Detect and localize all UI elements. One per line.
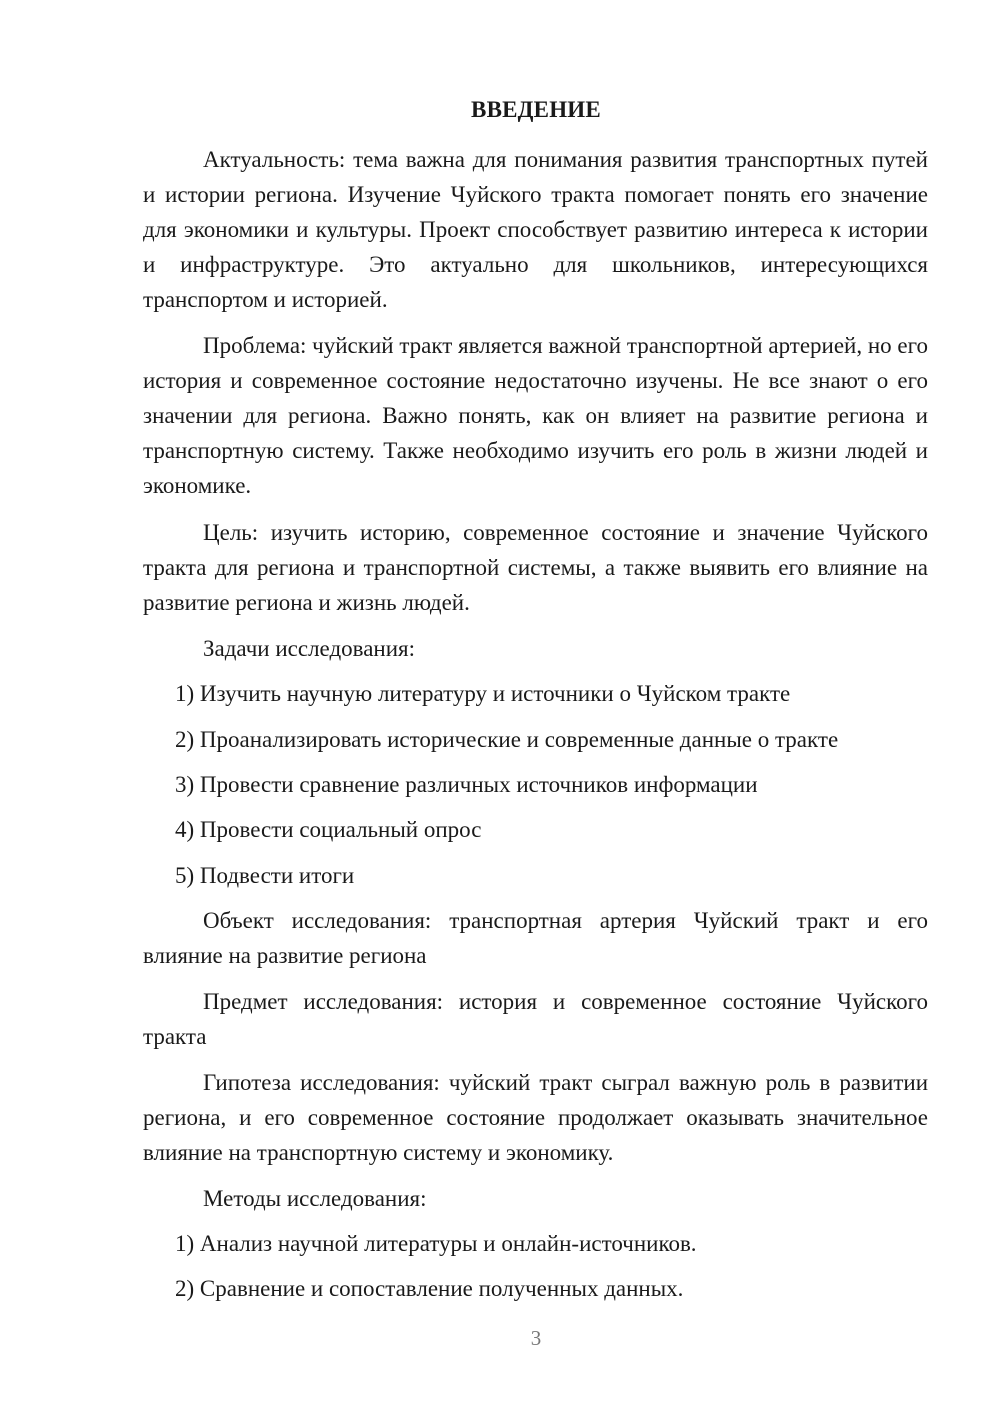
- methods-heading: Методы исследования:: [203, 1186, 427, 1211]
- subject-paragraph: Предмет исследования: история и современное состояние Чуйского тракта: [143, 989, 928, 1049]
- problem-paragraph: Проблема: чуйский тракт является важной транспортной артерией, но его история и современное состояние недостаточно изучены. Не все знают о его значении для региона. Важно понять, как он влияет на развитие региона и транспортную систему. Также необходимо изучить его роль в жизни людей и экономике.: [143, 333, 928, 498]
- relevance-paragraph: Актуальность: тема важна для понимания развития транспортных путей и истории региона. Изучение Чуйского тракта помогает понять его значение для экономики и культуры. Проект способствует развитию интереса к истории и инфраструктуре. Это актуально для школьников, интересующихся транспортом и историей.: [143, 147, 928, 312]
- task-item-2: 2) Проанализировать исторические и современные данные о тракте: [175, 727, 839, 752]
- method-item-1: 1) Анализ научной литературы и онлайн-источников.: [175, 1231, 697, 1256]
- method-item-2: 2) Сравнение и сопоставление полученных данных.: [175, 1276, 684, 1301]
- task-item-1: 1) Изучить научную литературу и источники о Чуйском тракте: [175, 681, 791, 706]
- section-title: ВВЕДЕНИЕ: [471, 97, 601, 122]
- tasks-heading: Задачи исследования:: [203, 636, 416, 661]
- page-number: 3: [530, 1326, 542, 1350]
- task-item-5: 5) Подвести итоги: [175, 863, 355, 888]
- task-item-4: 4) Провести социальный опрос: [175, 817, 482, 842]
- goal-paragraph: Цель: изучить историю, современное состояние и значение Чуйского тракта для региона и транспортной системы, а также выявить его влияние на развитие региона и жизнь людей.: [143, 520, 928, 615]
- task-item-3: 3) Провести сравнение различных источников информации: [175, 772, 758, 797]
- object-paragraph: Объект исследования: транспортная артерия Чуйский тракт и его влияние на развитие региона: [143, 908, 928, 968]
- hypothesis-paragraph: Гипотеза исследования: чуйский тракт сыграл важную роль в развитии региона, и его современное состояние продолжает оказывать значительное влияние на транспортную систему и экономику.: [143, 1070, 928, 1165]
